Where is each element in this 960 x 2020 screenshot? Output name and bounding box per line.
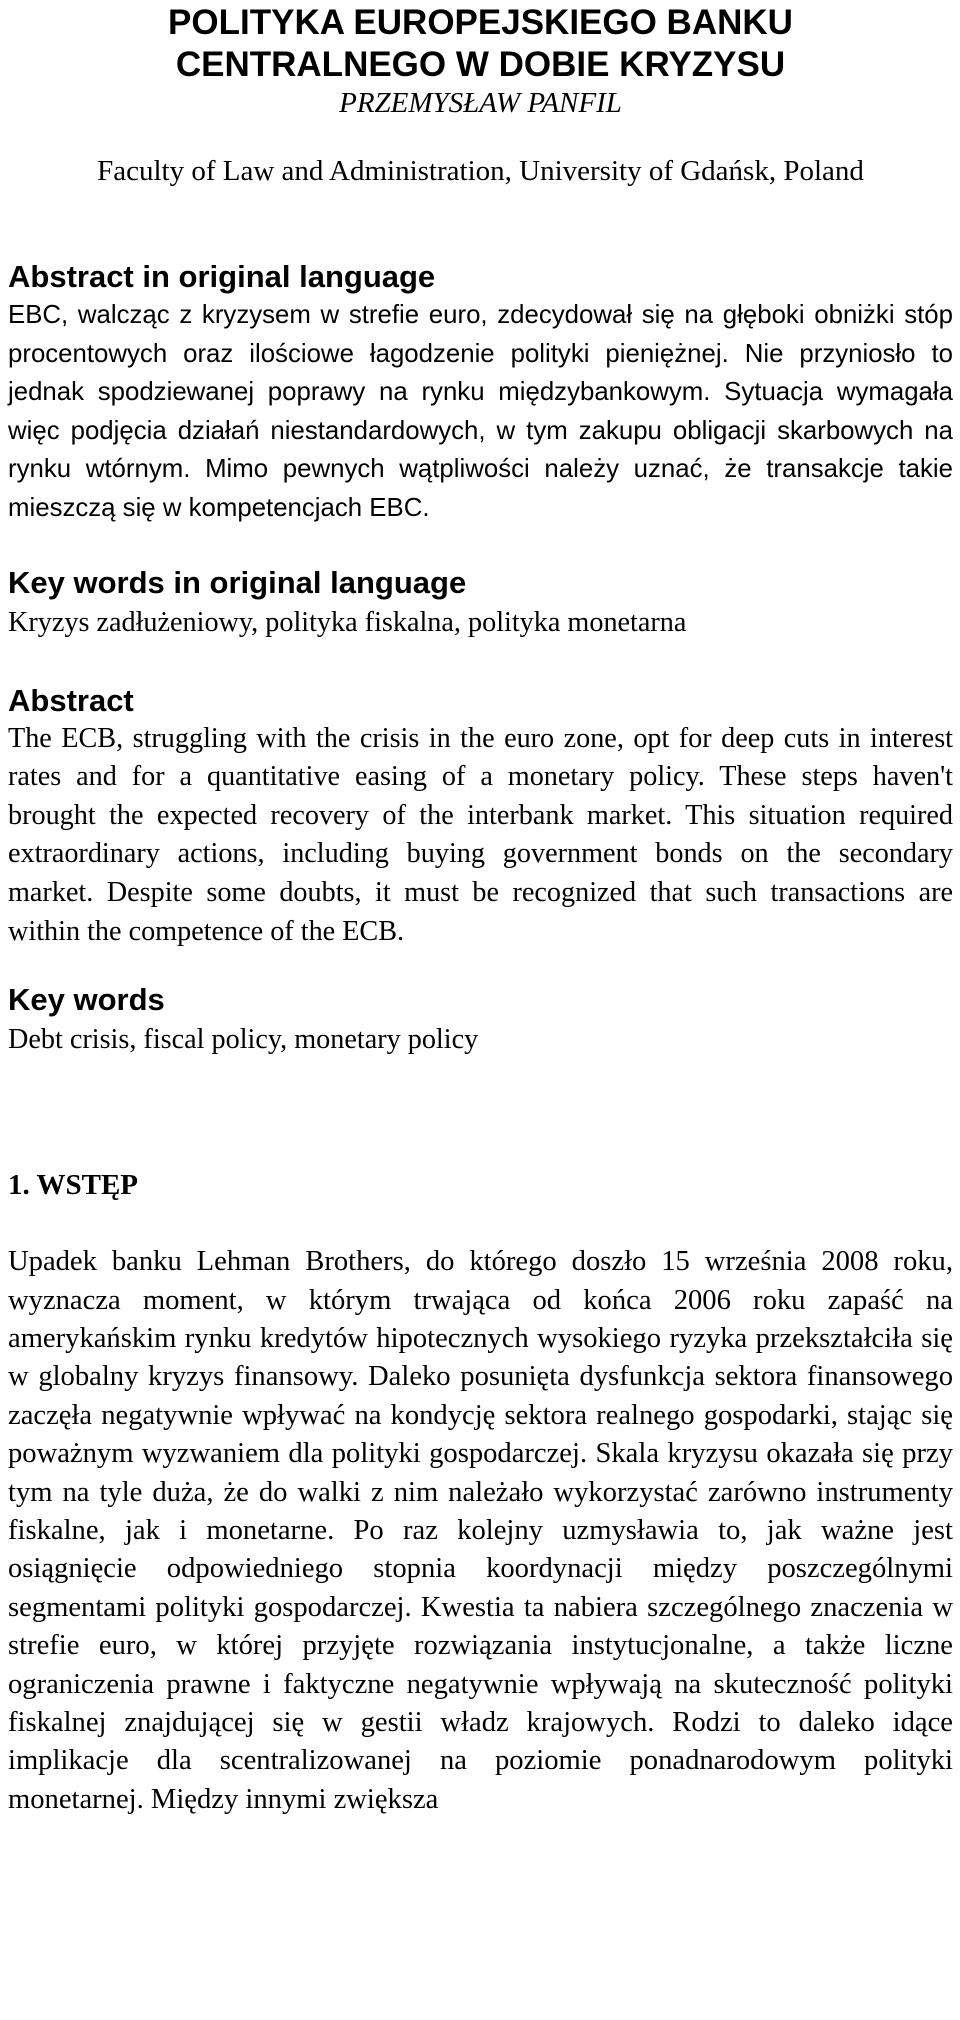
abstract-heading: Abstract	[8, 682, 134, 718]
abstract-original-text-part1: EBC, walcząc z kryzysem w strefie euro, zdecydował się na głęboki obniżki stóp procentowych oraz ilościowe łagodzenie polityki pieniężnej.	[8, 301, 953, 368]
keywords-original-text: Kryzys zadłużeniowy, polityka fiskalna, polityka monetarna	[8, 606, 687, 638]
paper-page	[8, 0, 953, 1819]
paper-title-line1: POLITYKA EUROPEJSKIEGO BANKU	[168, 3, 793, 42]
abstract-original-heading: Abstract in original language	[8, 259, 436, 294]
section-1-title: 1. WSTĘP	[8, 1169, 139, 1202]
abstract-text: The ECB, struggling with the crisis in the euro zone, opt for deep cuts in interest rates and for a quantitative easing of a monetary policy. These steps haven't brought the expected recovery of the interbank market. This situation required extraordinary actions, including buying government bonds on the secondary market. Despite some doubts, it must be recognized that such transactions are within the competence of the ECB.	[8, 722, 953, 947]
keywords-heading: Key words	[8, 982, 165, 1018]
paper-title-line2: CENTRALNEGO W DOBIE KRYZYSU	[175, 45, 786, 84]
paper-title	[8, 0, 953, 86]
section-1-text: Upadek banku Lehman Brothers, do którego doszło 15 września 2008 roku, wyznacza moment, w którym trwająca od końca 2006 roku zapaść na amerykańskim rynku kredytów hipotecznych wysokiego ryzyka przekształciła się w globalny kryzys finansowy. Daleko posunięta dysfunkcja sektora finansowego zaczęła negatywnie wpływać na kondycję sektora realnego gospodarki, stając się poważnym wyzwaniem dla polityki gospodarczej. Skala kryzysu okazała się przy tym na tyle duża, że do walki z nim należało wykorzystać zarówno instrumenty fiskalne, jak i monetarne. Po raz kolejny uzmysławia to, jak ważne jest osiągnięcie odpowiedniego stopnia koordynacji między poszczególnymi segmentami polityki gospodarczej. Kwestia ta nabiera szczególnego znaczenia w strefie euro, w której przyjęte rozwiązania instytucjonalne, a także liczne ograniczenia prawne i faktyczne negatywnie wpływają na skuteczność polityki fiskalnej znajdującej się w gestii władz krajowych. Rodzi to daleko idące implikacje dla scentralizowanej na poziomie ponadnarodowym polityki monetarnej. Między innymi zwiększa	[8, 1246, 953, 1815]
abstract-original-text-part2: Nie przyniosło to jednak spodziewanej poprawy na rynku międzybankowym. Sytuacja wymagała więc podjęcia działań niestandardowych, w tym zakupu obligacji skarbowych na rynku wtórnym. Mimo pewnych wątpliwości należy uznać, że transakcje takie mieszczą się w kompetencjach EBC.	[8, 339, 953, 522]
keywords-text: Debt crisis, fiscal policy, monetary policy	[8, 1024, 479, 1056]
keywords-original-heading: Key words in original language	[8, 564, 467, 600]
abstract-original-text	[8, 296, 953, 528]
author-affiliation: Faculty of Law and Administration, University of Gdańsk, Poland	[97, 155, 864, 187]
author-name: PRZEMYSŁAW PANFIL	[339, 87, 622, 119]
